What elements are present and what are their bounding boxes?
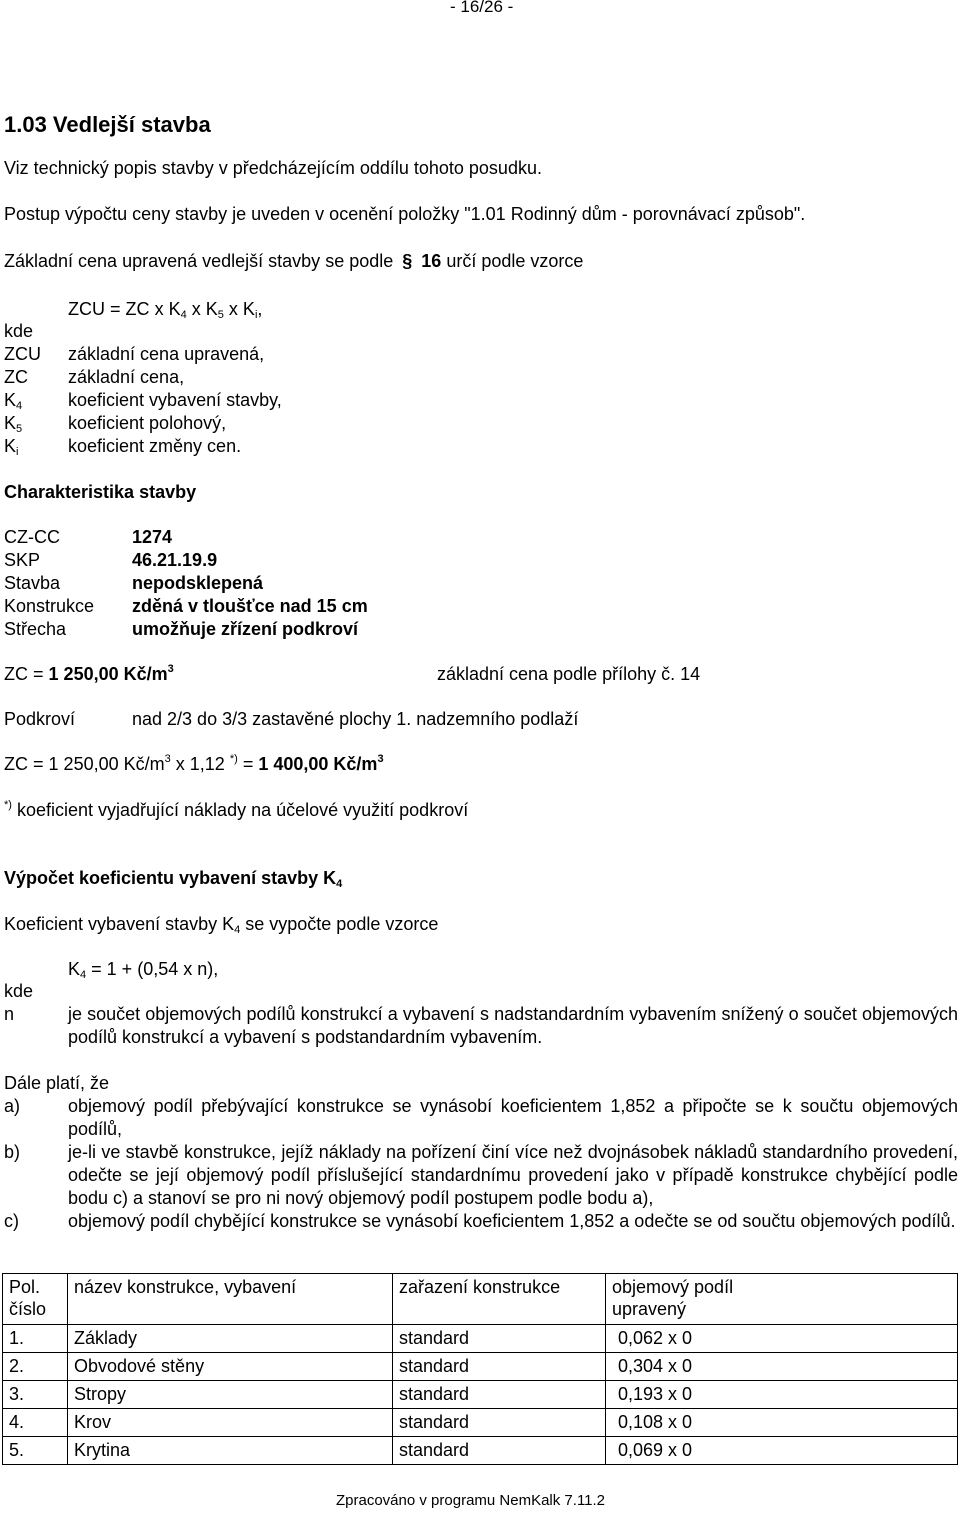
page-footer: Zpracováno v programu NemKalk 7.11.2 [336,1492,606,1509]
formula-zcu [68,298,262,320]
formula-k4 [169,299,187,319]
construction-table [2,1273,958,1465]
footnote-mark: *) [229,753,238,765]
k4-heading-text: Výpočet koeficientu vybavení stavby K [4,868,337,888]
char-value: 1274 [132,527,173,547]
table-cell: standard [393,1437,606,1465]
char-label: SKP [4,550,41,570]
definition-desc: koeficient polohový, [68,413,227,433]
zc-symbol: ZC [4,664,28,684]
table-cell: 4. [3,1409,68,1437]
formula-k4-rest: = 1 + (0,54 x n), [91,959,219,979]
rule-letter: a) [4,1096,21,1116]
table-cell: 0,062 x 0 [606,1325,958,1353]
k4-intro-before: Koeficient vybavení stavby K [4,914,235,934]
zc-calc-coefficient: 1,12 [189,754,225,774]
table-header-cell: zařazení konstrukce [393,1274,606,1325]
definition-symbol: K [4,436,17,456]
podkrovi-value: nad 2/3 do 3/3 zastavěné plochy 1. nadzemního podlaží [132,709,579,729]
table-cell: 0,193 x 0 [606,1381,958,1409]
zc-base-value [49,664,174,684]
table-cell: standard [393,1325,606,1353]
table-row [3,1353,958,1381]
definition-desc: koeficient vybavení stavby, [68,390,282,410]
definition-subscript: 4 [16,400,23,412]
zc-base-line [4,663,174,685]
char-label: Stavba [4,573,61,593]
formula-comma: , [257,299,263,319]
rule-text: objemový podíl chybějící konstrukce se vynásobí koeficientem 1,852 a odečte se od součtu objemových podílů. [68,1211,956,1231]
k4-heading [4,867,342,889]
formula-times: x [228,299,238,319]
zc-calc-times: x [175,754,185,774]
footnote [4,799,468,821]
table-row [3,1381,958,1409]
table-cell: standard [393,1409,606,1437]
formula-zcu-symbol: ZCU [68,299,105,319]
zc-result-text: 1 400,00 Kč/m [258,754,378,774]
rule-text: objemový podíl přebývající konstrukce se vynásobí koeficientem 1,852 a připočte se k součtu objemových podílů, [68,1096,958,1139]
table-row [3,1409,958,1437]
definition-symbol: K [4,390,17,410]
rule-letter: c) [4,1211,19,1231]
ki-subscript: i [254,309,258,321]
definition-row [4,412,22,434]
table-cell: 0,304 x 0 [606,1353,958,1381]
definition-symbol: ZCU [4,344,41,364]
formula-intro-after: určí podle vzorce [446,251,584,271]
char-label: Střecha [4,619,67,639]
k-letter: K [242,299,255,319]
char-value: nepodsklepená [132,573,264,593]
zc-calc-value: 1 250,00 Kč/m [48,754,165,774]
zc-symbol: ZC [4,754,28,774]
zc-equals: = [33,664,44,684]
k4-subscript: 4 [180,309,187,321]
zc-value-exponent: 3 [167,663,174,675]
table-cell: Krov [68,1409,393,1437]
table-cell: 5. [3,1437,68,1465]
table-cell: 3. [3,1381,68,1409]
k4-subscript: 4 [80,969,87,981]
table-cell: 0,108 x 0 [606,1409,958,1437]
page-number: - 16/26 - [450,0,514,16]
formula-equals: = [110,299,121,319]
table-cell: Krytina [68,1437,393,1465]
formula-k4 [68,958,218,980]
table-cell: Základy [68,1325,393,1353]
definition-desc: koeficient změny cen. [68,436,242,456]
table-cell: Stropy [68,1381,393,1409]
definition-subscript: i [16,446,19,458]
rule-text: je-li ve stavbě konstrukce, jejíž náklady na pořízení činí více než dvojnásobek nákladů standardního provedení, odečte se její objemový podíl příslušející standardnímu provedení jako v případě konstrukce chybějící podle bodu c) a stanoví se pro ni nový objemový podíl postupem podle bodu a), [68,1142,958,1208]
char-value: umožňuje zřízení podkroví [132,619,359,639]
definition-row [4,389,22,411]
k4-heading-subscript: 4 [336,878,343,890]
table-row [3,1437,958,1465]
definition-symbol: ZC [4,367,28,387]
footnote-mark: *) [4,799,12,811]
k-letter: K [205,299,218,319]
table-header-cell: Pol. číslo [3,1274,68,1325]
zc-calc-result [258,754,383,774]
formula-intro-before: Základní cena upravená vedlejší stavby se podle [4,251,394,271]
section-heading: 1.03 Vedlejší stavba [4,112,211,137]
table-cell: standard [393,1381,606,1409]
zc-calculation-line [4,753,384,775]
table-header-row [3,1274,958,1325]
definition-desc: základní cena, [68,367,185,387]
formula-times: x [154,299,164,319]
zc-calc-exponent: 3 [164,753,171,765]
dale-plati: Dále platí, že [4,1073,110,1093]
definition-subscript: 5 [16,423,23,435]
k4-intro-subscript: 4 [234,924,241,936]
k4-intro [4,913,438,935]
rule-letter: b) [4,1142,21,1162]
k4-intro-after: se vypočte podle vzorce [245,914,439,934]
zc-equals: = [33,754,44,774]
zc-result-exponent: 3 [377,753,384,765]
formula-k5 [206,299,224,319]
definition-row [4,366,28,388]
k-letter: K [168,299,181,319]
definition-desc: základní cena upravená, [68,344,265,364]
k5-subscript: 5 [217,309,224,321]
char-label: CZ-CC [4,527,60,547]
kde-label: kde [4,981,34,1001]
n-symbol: n [4,1004,15,1024]
definition-row [4,435,18,457]
char-value: 46.21.19.9 [132,550,218,570]
table-header-cell: objemový podíl upravený [606,1274,958,1325]
table-cell: 1. [3,1325,68,1353]
zc-base-note: základní cena podle přílohy č. 14 [437,664,701,684]
footnote-text: koeficient vyjadřující náklady na účelové využití podkroví [16,800,469,820]
zc-equals: = [242,754,254,774]
k-letter: K [68,959,81,979]
section-number: 16 [421,251,442,271]
table-cell: Obvodové stěny [68,1353,393,1381]
formula-ki [243,299,262,319]
podkrovi-label: Podkroví [4,709,76,729]
formula-zc-symbol: ZC [125,299,150,319]
paragraph-calculation-method: Postup výpočtu ceny stavby je uveden v ocenění položky "1.01 Rodinný dům - porovnávací způsob". [4,204,806,224]
zc-value-text: 1 250,00 Kč/m [48,664,168,684]
table-header-cell: název konstrukce, vybavení [68,1274,393,1325]
paragraph-formula-intro [4,250,583,272]
n-definition: je součet objemových podílů konstrukcí a vybavení s nadstandardním vybavením snížený o součet objemových podílů konstrukcí a vybavení s podstandardním vybavením. [68,1004,958,1047]
table-cell: 2. [3,1353,68,1381]
table-cell: standard [393,1353,606,1381]
paragraph-technical-description: Viz technický popis stavby v předcházejícím oddílu tohoto posudku. [4,158,542,178]
table-row [3,1325,958,1353]
char-value: zděná v tloušťce nad 15 cm [132,596,368,616]
formula-times: x [191,299,201,319]
char-label: Konstrukce [4,596,95,616]
characteristics-heading: Charakteristika stavby [4,482,197,502]
kde-label: kde [4,321,34,341]
definition-row [4,343,41,365]
table-cell: 0,069 x 0 [606,1437,958,1465]
definition-symbol: K [4,413,17,433]
section-sign: § [402,251,413,271]
